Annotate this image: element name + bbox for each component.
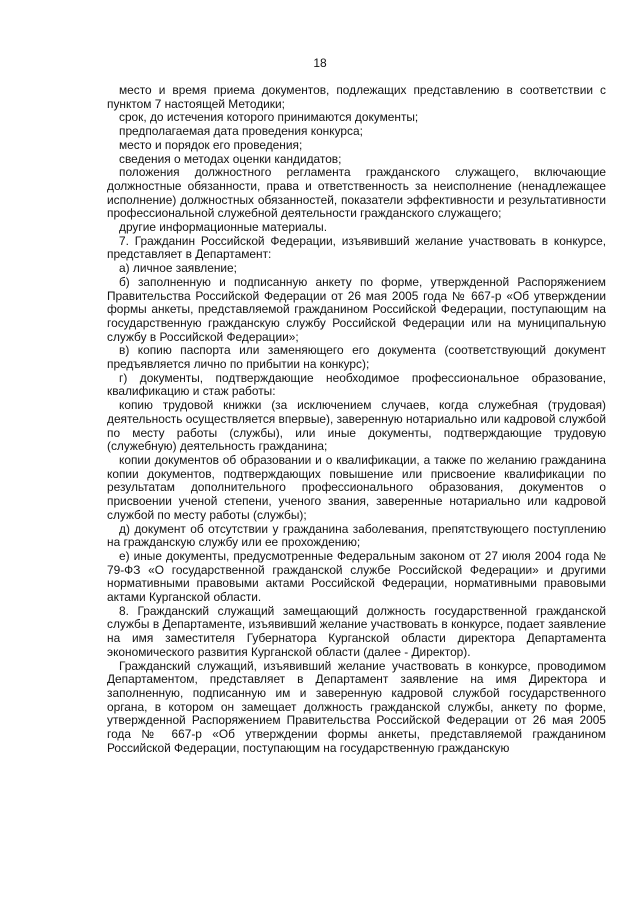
paragraph: копии документов об образовании и о квалификации, а также по желанию гражданина копии документов, подтверждающих повышение или присвоение квалификации по результатам дополнительного профессионального образования, документов о присвоении ученой степени, ученого звания, заверенные нотариально или кадровой службой по месту работы (службы); [107,452,606,522]
paragraph: место и порядок его проведения; [119,137,303,152]
paragraph: в) копию паспорта или заменяющего его документа (соответствующий документ предъявляется лично по прибытии на конкурс); [107,343,606,372]
paragraph: положения должностного регламента гражданского служащего, включающие должностные обязанности, права и ответственность за неисполнение (ненадлежащее исполнение) должностных обязанностей, показатели эффективности и результативности профессиональной служебной деятельности гражданского служащего; [107,165,606,221]
paragraph: 7. Гражданин Российской Федерации, изъявивший желание участвовать в конкурсе, представляет в Департамент: [107,233,606,262]
paragraph: б) заполненную и подписанную анкету по форме, утвержденной Распоряжением Правительства Российской Федерации от 26 мая 2005 года № 667-р «Об утверждении формы анкеты, представляемой гражданином Российской Федерации, поступающим на государственную гражданскую службу Российской Федерации или на муниципальную службу в Российской Федерации»; [107,274,606,344]
paragraph: е) иные документы, предусмотренные Федеральным законом от 27 июля 2004 года № 79-ФЗ «О государственной гражданской службе Российской Федерации» и другими нормативными правовыми актами Российской Федерации, нормативными правовыми актами Курганской области. [107,548,606,605]
paragraph: копию трудовой книжки (за исключением случаев, когда служебная (трудовая) деятельность осуществляется впервые), заверенную нотариально или кадровой службой по месту работы (службы), или иные документы, подтверждающие трудовую (служебную) деятельность гражданина; [107,398,606,454]
paragraph: предполагаемая дата проведения конкурса; [119,124,363,139]
paragraph: Гражданский служащий, изъявивший желание участвовать в конкурсе, проводимом Департаментом, представляет в Департамент заявление на имя Директора и заполненную, подписанную им и заверенную кадровой службой государственного органа, в котором он замещает должность гражданской службы, анкету по форме, утвержденной Распоряжением Правительства Российской Федерации от 26 мая 2005 года № 667-р «Об утверждении формы анкеты, представляемой гражданином Российской Федерации, поступающим на государственную гражданскую [107,658,606,755]
paragraph: место и время приема документов, подлежащих представлению в соответствии с пунктом 7 настоящей Методики; [107,83,606,111]
paragraph: г) документы, подтверждающие необходимое профессиональное образование, квалификацию и стаж работы: [107,370,606,399]
paragraph: срок, до истечения которого принимаются документы; [119,110,419,125]
paragraph: 8. Гражданский служащий замещающий должность государственной гражданской службы в Департаменте, изъявивший желание участвовать в конкурсе, подает заявление на имя заместителя Губернатора Курганской области директора Департамента экономического развития Курганской области (далее - Директор). [107,603,606,659]
document-body [107,84,606,755]
page-number: 18 [313,56,327,70]
paragraph: другие информационные материалы. [119,220,328,235]
paragraph: сведения о методах оценки кандидатов; [119,151,342,166]
paragraph: а) личное заявление; [119,261,237,276]
paragraph: д) документ об отсутствии у гражданина заболевания, препятствующего поступлению на гражданскую службу или ее прохождению; [107,521,606,550]
